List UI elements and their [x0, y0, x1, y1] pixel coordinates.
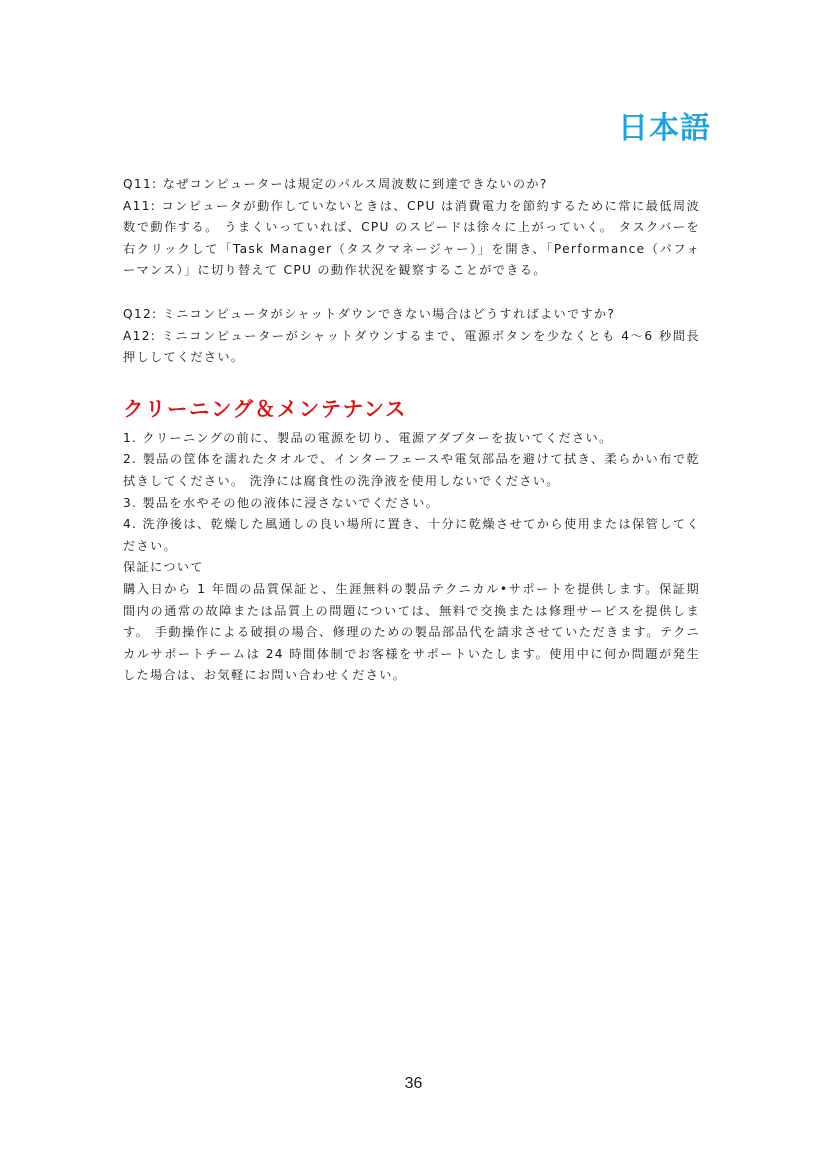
faq-answer: A11: コンピュータが動作していないときは、CPU は消費電力を節約するために常に最低周波数で動作する。 うまくいっていれば、CPU のスピードは徐々に上がっていく。 タスクバーを右クリックして「Task Manager（タスクマネージャー）」を開き、「Performance（パフォーマンス）」に切り替えて CPU の動作状況を観察することができる。 [123, 198, 700, 278]
document-body [123, 174, 700, 687]
warranty-title: 保証について [123, 560, 204, 575]
cleaning-item: 4. 洗浄後は、乾燥した風通しの良い場所に置き、十分に乾燥させてから使用または保管してください。 [123, 517, 700, 553]
faq-question: Q11: なぜコンピューターは規定のパルス周波数に到達できないのか? [123, 177, 548, 191]
warranty-body: 購入日から 1 年間の品質保証と、生涯無料の製品テクニカル•サポートを提供します。保証期間内の通常の故障または品質上の問題については、無料で交換または修理サービスを提供します。 手動操作による破損の場合、修理のための製品部品代を請求させていただきます。テクニカルサポートチームは 24 時間体制でお客様をサポートいたします。使用中に何か問題が発生した場合は、お気軽にお問い合わせください。 [123, 581, 700, 683]
page-number: 36 [404, 1075, 423, 1092]
language-heading: 日本語 [618, 111, 711, 146]
faq-answer: A12: ミニコンピューターがシャットダウンするまで、電源ボタンを少なくとも 4～6 秒間長押ししてください。 [123, 328, 700, 365]
cleaning-item: 1. クリーニングの前に、製品の電源を切り、電源アダプターを抜いてください。 [123, 430, 613, 445]
spacer [123, 282, 700, 304]
faq-question: Q12: ミニコンピュータがシャットダウンできない場合はどうすればよいですか? [123, 306, 616, 321]
section-title-cleaning: クリーニング＆メンテナンス [123, 396, 407, 421]
cleaning-item: 3. 製品を水やその他の液体に浸さないでください。 [123, 495, 440, 510]
cleaning-item: 2. 製品の筐体を濡れたタオルで、インターフェースや電気部品を避けて拭き、柔らかい布で乾拭きしてください。 洗浄には腐食性の洗浄液を使用しないでください。 [123, 452, 700, 488]
